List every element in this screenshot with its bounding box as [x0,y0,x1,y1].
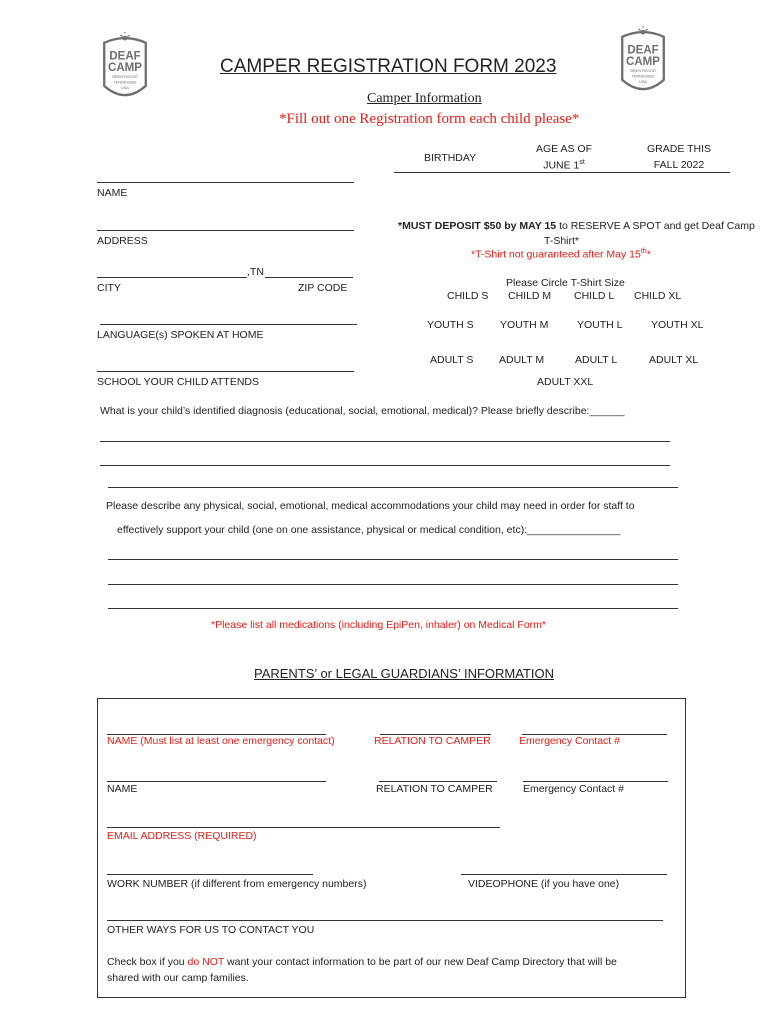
size-adult-l[interactable]: ADULT L [575,354,618,366]
size-youth-m[interactable]: YOUTH M [500,319,549,331]
svg-text:DEAF: DEAF [627,44,659,57]
svg-text:CAMP: CAMP [626,56,660,69]
other-contact-label: OTHER WAYS FOR US TO CONTACT YOU [107,924,315,936]
address-input[interactable] [97,230,354,231]
svg-text:TENNESSEE: TENNESSEE [631,74,655,79]
size-child-xl[interactable]: CHILD XL [634,290,682,302]
guardian2-name-label: NAME [107,783,138,795]
deposit-note-line2: T-Shirt* [544,235,580,247]
email-label: EMAIL ADDRESS (REQUIRED) [107,830,257,842]
guardian2-name-input[interactable] [107,781,326,782]
logo-word-deaf: DEAF [109,50,141,63]
videophone-input[interactable] [461,874,667,875]
svg-text:BRENTWOOD: BRENTWOOD [630,69,656,74]
size-adult-m[interactable]: ADULT M [499,354,545,366]
work-number-label: WORK NUMBER (if different from emergency numbers) [107,878,367,890]
diagnosis-line-2[interactable] [100,465,670,466]
zip-input[interactable] [265,277,353,278]
school-label: SCHOOL YOUR CHILD ATTENDS [97,376,260,388]
school-input[interactable] [97,371,354,372]
language-label: LANGUAGE(s) SPOKEN AT HOME [97,329,264,341]
work-number-input[interactable] [107,874,313,875]
size-adult-xl[interactable]: ADULT XL [649,354,699,366]
birthday-label: BIRTHDAY [424,152,477,164]
grade-label: GRADE THIS FALL 2022 [647,143,711,171]
accommodations-line-2[interactable] [108,584,678,585]
form-title: CAMPER REGISTRATION FORM 2023 [220,56,557,77]
directory-opt-out-text-line2: shared with our camp families. [107,972,249,984]
svg-text:USA: USA [121,85,129,90]
guardian1-emergency-label: Emergency Contact # [519,735,620,747]
size-adult-xxl[interactable]: ADULT XXL [537,376,594,388]
city-input[interactable] [97,277,247,278]
directory-opt-out-text[interactable]: Check box if you do NOT want your contact information to be part of our new Deaf Camp Directory that will be [107,956,617,968]
medications-note: *Please list all medications (including EpiPen, inhaler) on Medical Form* [211,619,546,631]
size-child-m[interactable]: CHILD M [508,290,552,302]
zip-label: ZIP CODE [298,282,348,294]
guardian2-relation-input[interactable] [379,781,497,782]
deaf-camp-logo-left [92,32,158,112]
size-child-s[interactable]: CHILD S [447,290,489,302]
svg-text:BRENTWOOD: BRENTWOOD [112,75,138,80]
address-label: ADDRESS [97,235,148,247]
accommodations-question: Please describe any physical, social, emotional, medical accommodations your child may need in order for staff to [106,500,635,512]
svg-text:USA: USA [639,79,647,84]
guardian2-emergency-input[interactable] [523,781,668,782]
logo-word-camp: CAMP [108,62,142,75]
section-subtitle: Camper Information [367,91,482,106]
deposit-note: *MUST DEPOSIT $50 by MAY 15 to RESERVE A SPOT and get Deaf Camp [398,220,755,232]
accommodations-line-3[interactable] [108,608,678,609]
name-input[interactable] [97,182,354,183]
age-label: AGE AS OF JUNE 1st [536,143,593,172]
size-youth-l[interactable]: YOUTH L [577,319,623,331]
city-label: CITY [97,282,121,294]
size-adult-s[interactable]: ADULT S [430,354,474,366]
accommodations-line-1[interactable] [108,559,678,560]
size-youth-s[interactable]: YOUTH S [427,319,474,331]
diagnosis-line-1[interactable] [100,441,670,442]
svg-text:TENNESSEE: TENNESSEE [113,80,137,85]
size-youth-xl[interactable]: YOUTH XL [651,319,704,331]
tshirt-guarantee-note: *T-Shirt not guaranteed after May 15th* [471,248,651,261]
size-child-l[interactable]: CHILD L [574,290,615,302]
guardian2-emergency-label: Emergency Contact # [523,783,624,795]
guardian1-relation-label: RELATION TO CAMPER [374,735,491,747]
language-input[interactable] [100,324,357,325]
guardian2-relation-label: RELATION TO CAMPER [376,783,493,795]
email-input[interactable] [107,827,500,828]
state-tn-label: ,TN [247,266,264,278]
videophone-label: VIDEOPHONE (if you have one) [468,878,620,890]
other-contact-input[interactable] [107,920,663,921]
guardian1-name-label: NAME (Must list at least one emergency contact) [107,735,335,747]
deaf-camp-logo-right [610,26,676,106]
diagnosis-line-3[interactable] [108,487,678,488]
fill-out-note: *Fill out one Registration form each child please* [279,111,580,127]
accommodations-question-line2: effectively support your child (one on one assistance, physical or medical condition, etc):________________ [117,524,621,536]
header-rule [394,172,730,173]
name-label: NAME [97,187,128,199]
tshirt-size-heading: Please Circle T-Shirt Size [506,277,625,289]
diagnosis-question: What is your child’s identified diagnosis (educational, social, emotional, medical)? Please briefly describe:______ [100,405,625,417]
parents-heading: PARENTS’ or LEGAL GUARDIANS’ INFORMATION [254,666,555,681]
